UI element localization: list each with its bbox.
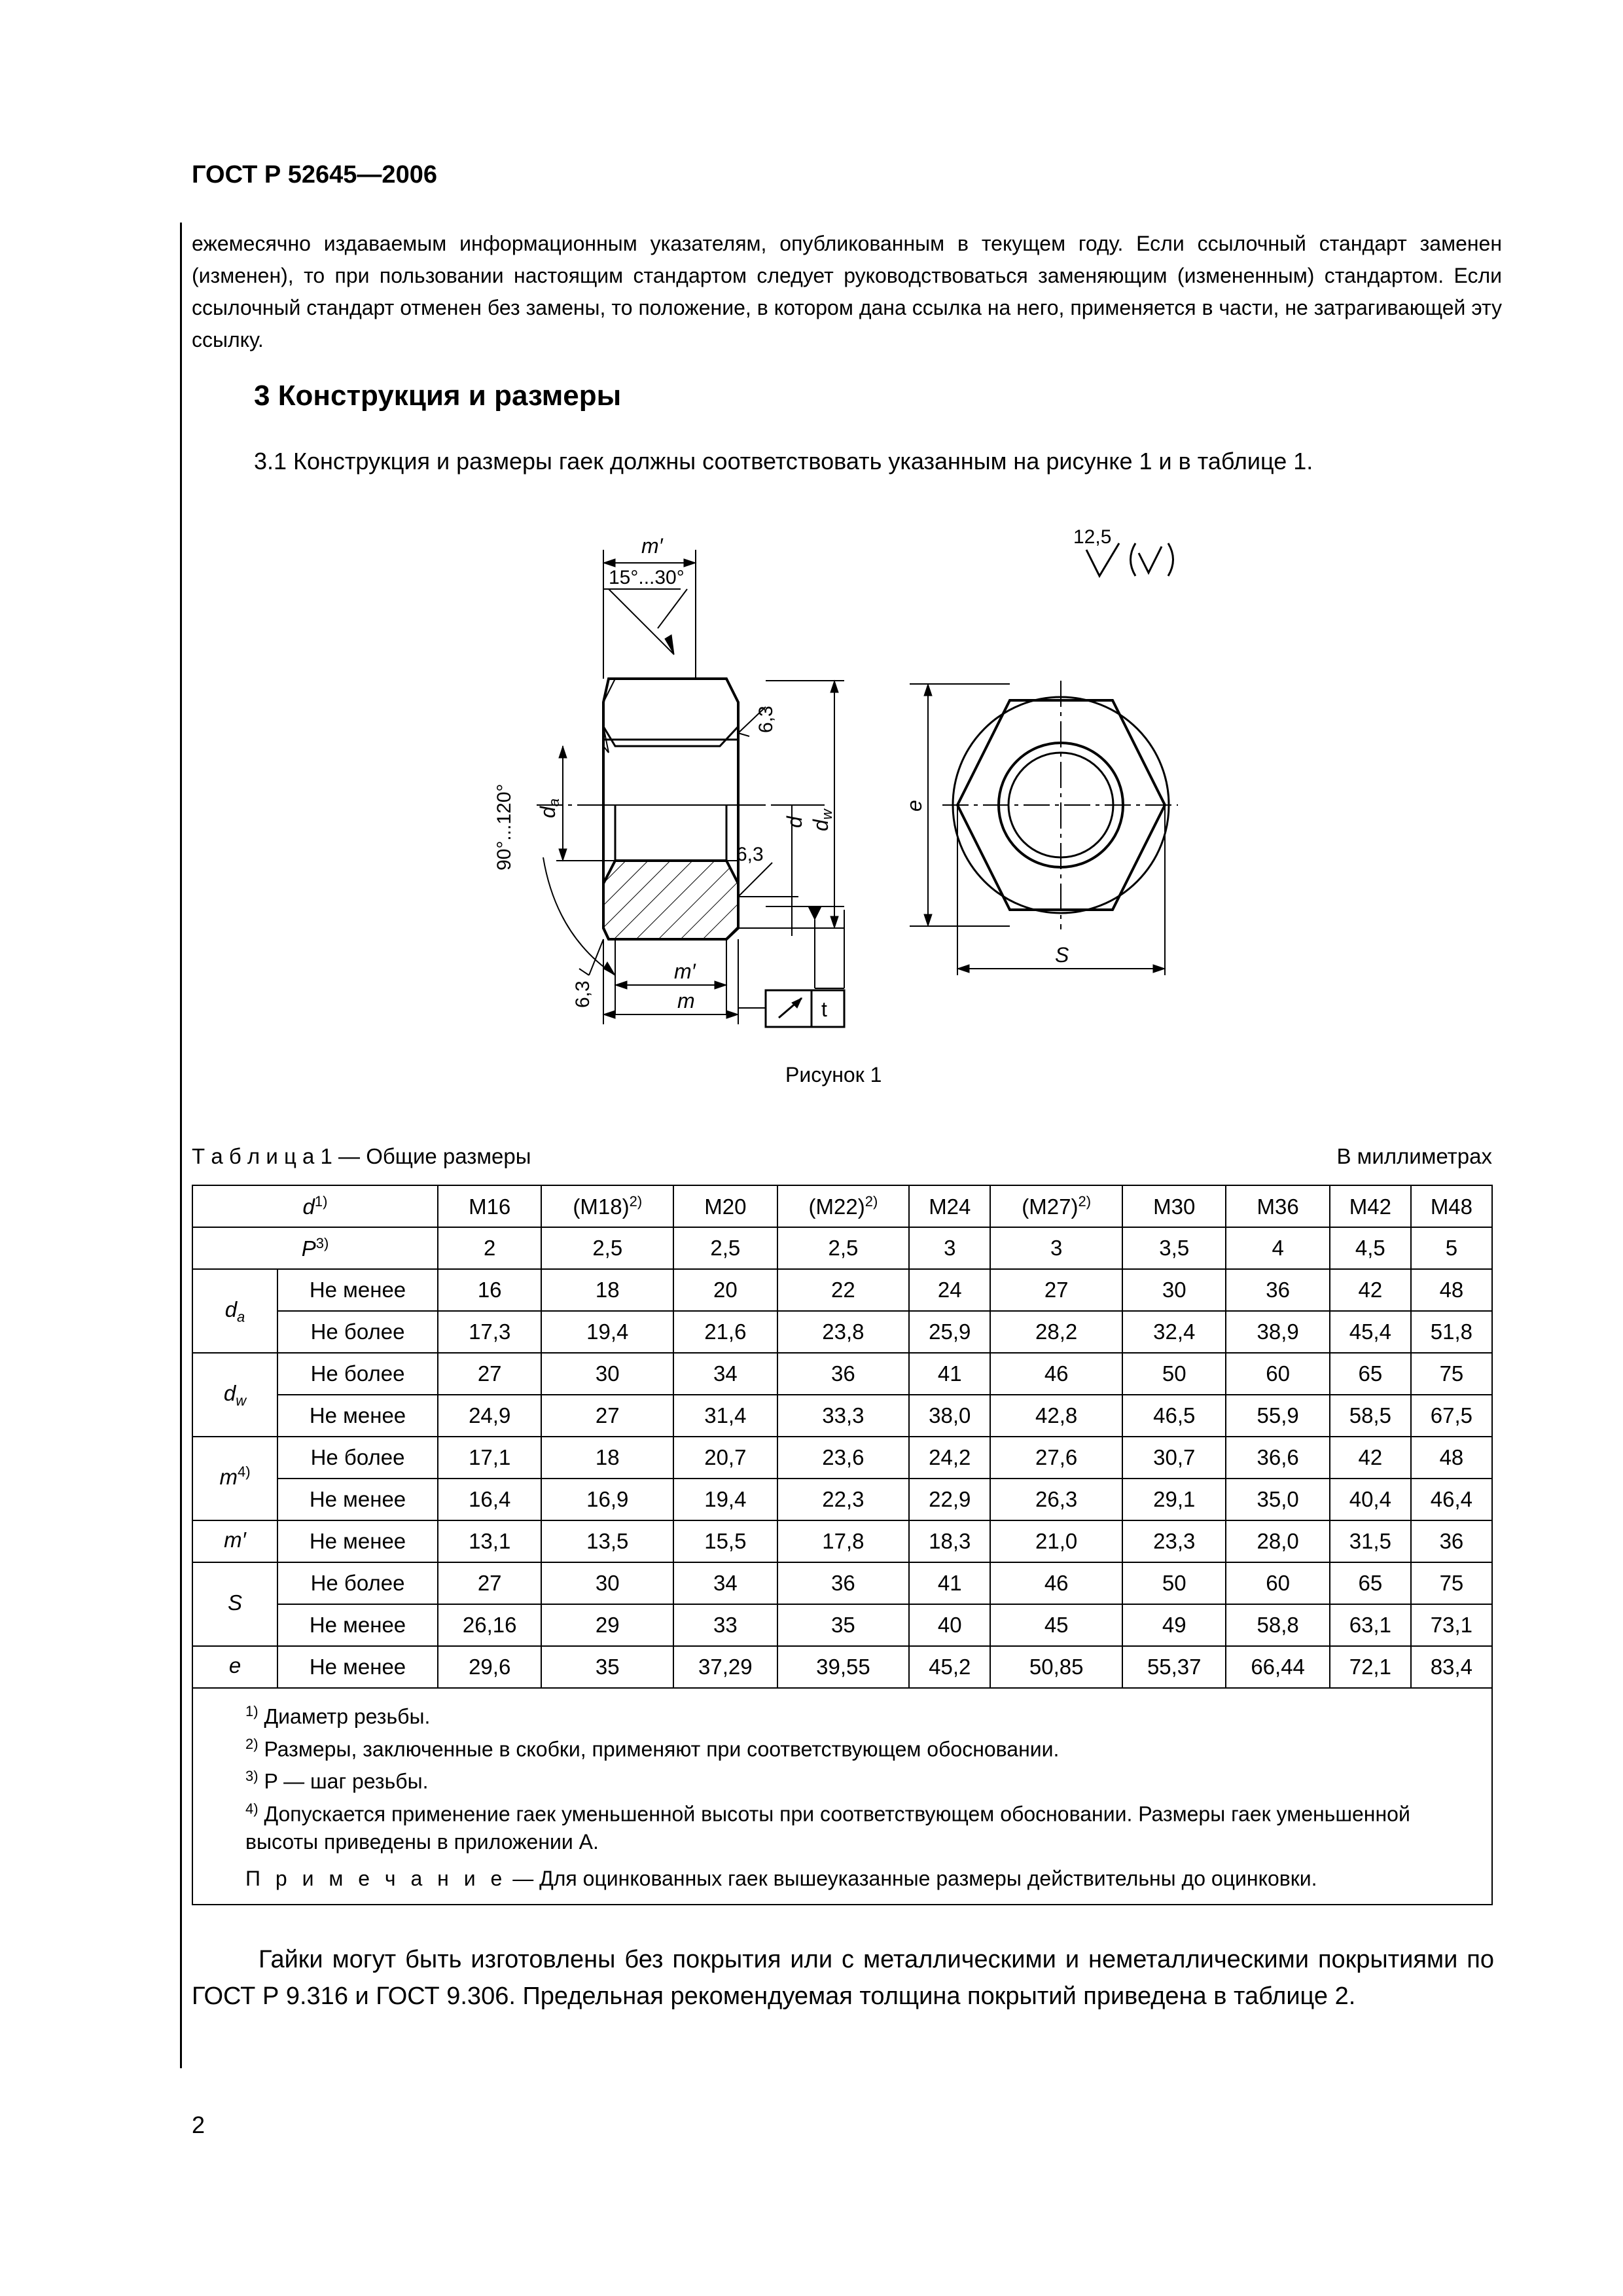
pitch-label-cell	[192, 1227, 438, 1269]
value-cell: 34	[673, 1562, 777, 1604]
value-cell: 26,16	[438, 1604, 541, 1646]
value-cell: 15,5	[673, 1520, 777, 1562]
value-cell: 25,9	[909, 1311, 990, 1353]
thread-size: (M18)	[573, 1194, 630, 1219]
value-cell: 30	[1122, 1269, 1226, 1311]
thread-size-sup: 2)	[865, 1193, 878, 1210]
pitch-value: 3	[909, 1227, 990, 1269]
footnote-mark: 4)	[245, 1800, 259, 1817]
pitch-value: 2,5	[541, 1227, 673, 1269]
thread-size: M36	[1257, 1194, 1299, 1219]
value-cell: 36,6	[1226, 1437, 1329, 1479]
value-cell: 60	[1226, 1353, 1329, 1395]
value-cell: 17,3	[438, 1311, 541, 1353]
pitch-value: 3	[990, 1227, 1122, 1269]
label-tolerance-t: t	[821, 997, 827, 1021]
limit-cell: Не более	[277, 1353, 438, 1395]
value-cell: 30	[541, 1353, 673, 1395]
thread-size-cell	[541, 1185, 673, 1227]
value-cell: 39,55	[777, 1646, 910, 1688]
pitch-label: P	[301, 1236, 316, 1261]
value-cell: 42	[1330, 1437, 1411, 1479]
value-cell: 27	[438, 1562, 541, 1604]
value-cell: 31,4	[673, 1395, 777, 1437]
value-cell: 55,9	[1226, 1395, 1329, 1437]
footnote-mark: 3)	[245, 1768, 259, 1785]
value-cell: 66,44	[1226, 1646, 1329, 1688]
table-units: В миллиметрах	[1336, 1144, 1492, 1168]
footnote-text: Диаметр резьбы.	[264, 1704, 431, 1729]
footnote-mark: 1)	[245, 1703, 259, 1719]
footnote	[207, 1698, 1477, 1731]
pitch-value: 2,5	[673, 1227, 777, 1269]
label-d: d	[783, 816, 806, 828]
value-cell: 28,2	[990, 1311, 1122, 1353]
pitch-value: 2,5	[777, 1227, 910, 1269]
value-cell: 60	[1226, 1562, 1329, 1604]
note-label: П р и м е ч а н и е	[245, 1866, 507, 1890]
value-cell: 24,2	[909, 1437, 990, 1479]
value-cell: 28,0	[1226, 1520, 1329, 1562]
figure-caption: Рисунок 1	[785, 1063, 882, 1086]
value-cell: 46,4	[1411, 1479, 1492, 1520]
thread-size: M42	[1349, 1194, 1391, 1219]
closing-paragraph: Гайки могут быть изготовлены без покрытия или с металлическими и неметаллическими покрытиями по ГОСТ Р 9.316 и ГОСТ 9.306. Предельная рекомендуемая толщина покрытий приведена в таблице 2.	[192, 1946, 1494, 2010]
table-row	[192, 1353, 1492, 1395]
value-cell: 49	[1122, 1604, 1226, 1646]
value-cell: 38,0	[909, 1395, 990, 1437]
value-cell: 51,8	[1411, 1311, 1492, 1353]
value-cell: 27,6	[990, 1437, 1122, 1479]
clause-3-1: 3.1 Конструкция и размеры гаек должны соответствовать указанным на рисунке 1 и в таблице 1.	[254, 448, 1313, 475]
value-cell: 29,1	[1122, 1479, 1226, 1520]
thread-size: M48	[1430, 1194, 1473, 1219]
table-header-row	[192, 1185, 1492, 1227]
footnote	[207, 1795, 1477, 1856]
label-da: da	[536, 798, 562, 818]
value-cell: 50,85	[990, 1646, 1122, 1688]
table-row	[192, 1562, 1492, 1604]
value-cell: 24,9	[438, 1395, 541, 1437]
value-cell: 48	[1411, 1437, 1492, 1479]
value-cell: 32,4	[1122, 1311, 1226, 1353]
table-row	[192, 1311, 1492, 1353]
dimensions-table	[192, 1185, 1493, 1905]
thread-size: M20	[704, 1194, 747, 1219]
roughness-symbol	[1086, 543, 1119, 576]
value-cell: 48	[1411, 1269, 1492, 1311]
value-cell: 22,3	[777, 1479, 910, 1520]
pitch-value: 4	[1226, 1227, 1329, 1269]
note-text: — Для оцинкованных гаек вышеуказанные размеры действительны до оцинковки.	[507, 1866, 1317, 1890]
value-cell: 18	[541, 1269, 673, 1311]
value-cell: 19,4	[673, 1479, 777, 1520]
symbol: d	[224, 1297, 238, 1322]
value-cell: 17,1	[438, 1437, 541, 1479]
table-notes-row	[192, 1688, 1492, 1905]
label-roughness-bottom: 6,3	[572, 980, 594, 1008]
value-cell: 50	[1122, 1353, 1226, 1395]
value-cell: 73,1	[1411, 1604, 1492, 1646]
value-cell: 41	[909, 1562, 990, 1604]
value-cell: 45,2	[909, 1646, 990, 1688]
table-notes-cell	[192, 1688, 1492, 1905]
label-roughness-side: 6,3	[755, 706, 777, 733]
label-m: m	[677, 989, 695, 1013]
thread-size: M30	[1153, 1194, 1196, 1219]
value-cell: 42	[1330, 1269, 1411, 1311]
value-cell: 38,9	[1226, 1311, 1329, 1353]
value-cell: 29,6	[438, 1646, 541, 1688]
value-cell: 35	[541, 1646, 673, 1688]
symbol: d	[223, 1381, 236, 1406]
limit-cell: Не более	[277, 1311, 438, 1353]
pitch-label-sup: 3)	[315, 1235, 329, 1251]
value-cell: 36	[777, 1353, 910, 1395]
thread-size: (M22)	[808, 1194, 865, 1219]
label-chamfer-angle: 15°...30°	[609, 567, 685, 588]
value-cell: 58,8	[1226, 1604, 1329, 1646]
value-cell: 21,6	[673, 1311, 777, 1353]
thread-size-cell	[438, 1185, 541, 1227]
pitch-value: 5	[1411, 1227, 1492, 1269]
value-cell: 16	[438, 1269, 541, 1311]
value-cell: 22	[777, 1269, 910, 1311]
value-cell: 40,4	[1330, 1479, 1411, 1520]
label-s: S	[1055, 943, 1069, 967]
thread-size-cell	[1226, 1185, 1329, 1227]
value-cell: 16,9	[541, 1479, 673, 1520]
value-cell: 50	[1122, 1562, 1226, 1604]
symbol-sub: w	[236, 1392, 247, 1409]
symbol-cell	[192, 1520, 277, 1562]
value-cell: 21,0	[990, 1520, 1122, 1562]
document-header: ГОСТ Р 52645—2006	[192, 161, 437, 188]
thread-size-cell	[909, 1185, 990, 1227]
value-cell: 46,5	[1122, 1395, 1226, 1437]
value-cell: 46	[990, 1562, 1122, 1604]
value-cell: 19,4	[541, 1311, 673, 1353]
limit-cell: Не менее	[277, 1395, 438, 1437]
value-cell: 30,7	[1122, 1437, 1226, 1479]
value-cell: 45	[990, 1604, 1122, 1646]
table-pitch-row	[192, 1227, 1492, 1269]
roughness-symbol-bracketed	[1131, 543, 1173, 576]
symbol-cell	[192, 1646, 277, 1688]
value-cell: 41	[909, 1353, 990, 1395]
limit-cell: Не менее	[277, 1646, 438, 1688]
value-cell: 20,7	[673, 1437, 777, 1479]
symbol: m	[219, 1465, 238, 1490]
label-roughness-top: 12,5	[1073, 526, 1112, 548]
value-cell: 23,6	[777, 1437, 910, 1479]
footnote	[207, 1731, 1477, 1763]
thread-size-sup: 2)	[1078, 1193, 1092, 1210]
label-e: e	[902, 800, 926, 812]
footnote-text: P — шаг резьбы.	[264, 1769, 429, 1793]
value-cell: 83,4	[1411, 1646, 1492, 1688]
value-cell: 18,3	[909, 1520, 990, 1562]
value-cell: 29	[541, 1604, 673, 1646]
table-row	[192, 1646, 1492, 1688]
nut-side-view	[493, 534, 844, 1027]
figure-1-drawing	[458, 517, 1243, 1054]
value-cell: 35	[777, 1604, 910, 1646]
value-cell: 65	[1330, 1562, 1411, 1604]
value-cell: 63,1	[1330, 1604, 1411, 1646]
footnote	[207, 1763, 1477, 1795]
limit-cell: Не менее	[277, 1520, 438, 1562]
pitch-value: 4,5	[1330, 1227, 1411, 1269]
thread-size-cell	[1122, 1185, 1226, 1227]
limit-cell: Не более	[277, 1437, 438, 1479]
value-cell: 31,5	[1330, 1520, 1411, 1562]
table-row	[192, 1604, 1492, 1646]
value-cell: 35,0	[1226, 1479, 1329, 1520]
value-cell: 22,9	[909, 1479, 990, 1520]
value-cell: 16,4	[438, 1479, 541, 1520]
symbol-cell	[192, 1437, 277, 1520]
margin-change-bar	[180, 223, 182, 2068]
table-row	[192, 1437, 1492, 1479]
table-row	[192, 1269, 1492, 1311]
symbol: m′	[224, 1528, 246, 1552]
table-row	[192, 1479, 1492, 1520]
value-cell: 34	[673, 1353, 777, 1395]
value-cell: 36	[1411, 1520, 1492, 1562]
pitch-value: 3,5	[1122, 1227, 1226, 1269]
value-cell: 18	[541, 1437, 673, 1479]
value-cell: 45,4	[1330, 1311, 1411, 1353]
value-cell: 24	[909, 1269, 990, 1311]
value-cell: 27	[438, 1353, 541, 1395]
value-cell: 30	[541, 1562, 673, 1604]
value-cell: 27	[990, 1269, 1122, 1311]
label-dw: dw	[809, 809, 835, 831]
table-note	[207, 1865, 1477, 1892]
header-label-cell	[192, 1185, 438, 1227]
thread-size-cell	[777, 1185, 910, 1227]
thread-size-cell	[1330, 1185, 1411, 1227]
symbol-cell	[192, 1353, 277, 1437]
pitch-value: 2	[438, 1227, 541, 1269]
limit-cell: Не менее	[277, 1479, 438, 1520]
thread-size: M24	[929, 1194, 971, 1219]
thread-size-cell	[673, 1185, 777, 1227]
nut-section-hatch	[603, 861, 738, 939]
tolerance-frame	[766, 990, 844, 1027]
value-cell: 13,5	[541, 1520, 673, 1562]
value-cell: 36	[777, 1562, 910, 1604]
value-cell: 58,5	[1330, 1395, 1411, 1437]
symbol: e	[228, 1653, 241, 1678]
value-cell: 75	[1411, 1562, 1492, 1604]
value-cell: 40	[909, 1604, 990, 1646]
value-cell: 65	[1330, 1353, 1411, 1395]
label-m-prime-top: m′	[641, 534, 663, 558]
value-cell: 33	[673, 1604, 777, 1646]
thread-size-cell	[990, 1185, 1122, 1227]
value-cell: 42,8	[990, 1395, 1122, 1437]
value-cell: 13,1	[438, 1520, 541, 1562]
label-roughness-face: 6,3	[736, 844, 764, 865]
label-m-prime-bottom: m′	[674, 960, 696, 983]
value-cell: 72,1	[1330, 1646, 1411, 1688]
intro-paragraph: ежемесячно издаваемым информационным указателям, опубликованным в текущем году. Если ссылочный стандарт заменен (изменен), то при пользовании настоящим стандартом следует руководствоваться заменяющим (измененным) стандартом. Если ссылочный стандарт отменен без замены, то положение, в котором дана ссылка на него, применяется в части, не затрагивающей эту ссылку.	[192, 232, 1502, 351]
value-cell: 37,29	[673, 1646, 777, 1688]
limit-cell: Не более	[277, 1562, 438, 1604]
value-cell: 23,3	[1122, 1520, 1226, 1562]
thread-size: M16	[469, 1194, 511, 1219]
symbol-sup: 4)	[237, 1463, 251, 1480]
footnote-text: Допускается применение гаек уменьшенной высоты при соответствующем обосновании. Размеры гаек уменьшенной высоты приведены в приложении А.	[245, 1802, 1410, 1854]
header-label-sup: 1)	[314, 1193, 328, 1210]
value-cell: 17,8	[777, 1520, 910, 1562]
header-label: d	[302, 1194, 315, 1219]
thread-size: (M27)	[1022, 1194, 1079, 1219]
table-row	[192, 1395, 1492, 1437]
footnote-text: Размеры, заключенные в скобки, применяют при соответствующем обосновании.	[264, 1737, 1060, 1761]
footnote-mark: 2)	[245, 1735, 259, 1752]
value-cell: 26,3	[990, 1479, 1122, 1520]
value-cell: 67,5	[1411, 1395, 1492, 1437]
label-cone-angle: 90°...120°	[493, 783, 515, 870]
value-cell: 55,37	[1122, 1646, 1226, 1688]
value-cell: 27	[541, 1395, 673, 1437]
symbol: S	[227, 1590, 242, 1615]
limit-cell: Не менее	[277, 1604, 438, 1646]
table-row	[192, 1520, 1492, 1562]
symbol-sub: a	[237, 1308, 245, 1325]
value-cell: 46	[990, 1353, 1122, 1395]
thread-size-cell	[1411, 1185, 1492, 1227]
value-cell: 75	[1411, 1353, 1492, 1395]
value-cell: 36	[1226, 1269, 1329, 1311]
value-cell: 23,8	[777, 1311, 910, 1353]
symbol-cell	[192, 1269, 277, 1353]
value-cell: 33,3	[777, 1395, 910, 1437]
nut-top-view	[902, 526, 1178, 975]
datum-triangle	[808, 906, 821, 920]
section-title: 3 Конструкция и размеры	[254, 380, 622, 412]
table-caption: Т а б л и ц а 1 — Общие размеры	[192, 1144, 531, 1168]
thread-size-sup: 2)	[629, 1193, 643, 1210]
limit-cell: Не менее	[277, 1269, 438, 1311]
symbol-cell	[192, 1562, 277, 1646]
page-number: 2	[192, 2111, 205, 2138]
value-cell: 20	[673, 1269, 777, 1311]
